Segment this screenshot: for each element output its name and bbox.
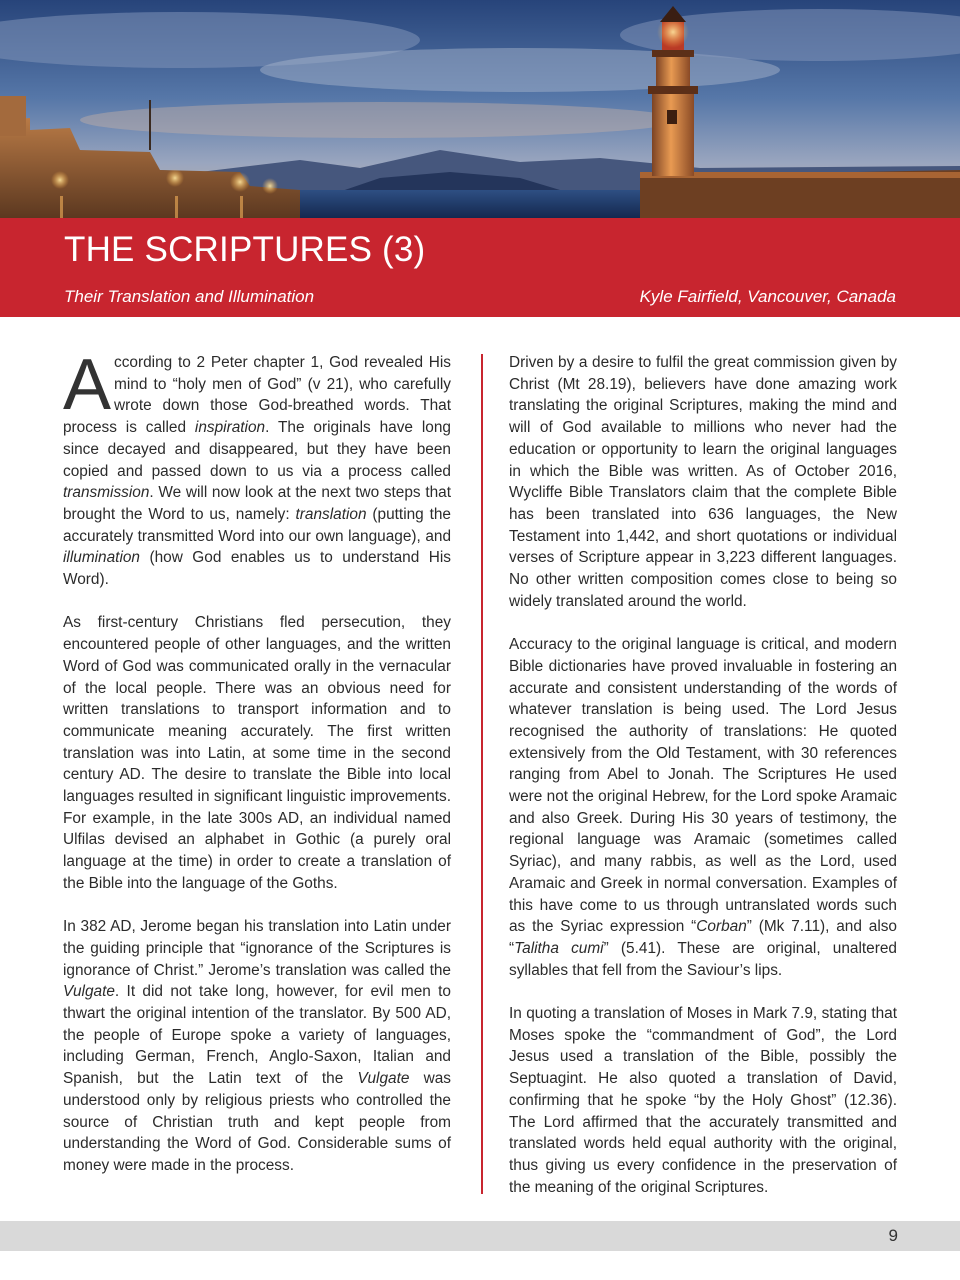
column-divider	[481, 354, 483, 1194]
right-column	[509, 352, 897, 1198]
paragraph: In quoting a translation of Moses in Mark 7.9, stating that Moses spoke the “commandment of God”, the Lord Jesus used a translation of the Bible, possibly the Septuagint. He also quoted a translation of David, confirming that he spoke “by the Holy Ghost” (12.36). The Lord affirmed that the accurately transmitted and translated words held equal authority with the original, thus giving us every confidence in the preservation of the meaning of the original Scriptures.	[509, 1005, 897, 1196]
paragraph: As first-century Christians fled persecution, they encountered people of other languages, and the written Word of God was communicated orally in the vernacular of the local people. There was an obvious need for written translations to transport information and to communicate meaning accurately. The first written translation was into Latin, at some time in the second century AD. The desire to translate the Bible into local languages resulted in significant linguistic improvements. For example, in the late 300s AD, an individual named Ulfilas devised an alphabet in Gothic (a purely oral language at the time) in order to create a translation of the Bible into the language of the Goths.	[63, 614, 451, 892]
title-band	[0, 218, 960, 317]
paragraph: Accuracy to the original language is critical, and modern Bible dictionaries have proved invaluable in fostering an accurate and consistent understanding of the words of whatever translation is being used. The Lord Jesus recognised the authority of translations: He quoted extensively from the Old Testament, with 30 references ranging from Abel to Jonah. The Scriptures He used were not the original Hebrew, for the Lord spoke Aramaic and also Greek. During His 30 years of testimony, the regional language was Aramaic (sometimes called Syriac), and many rabbis, as well as the Lord, used Aramaic and Greek in normal conversation. Examples of this have come to us through untranslated words such as the Syriac expression “Corban” (Mk 7.11), and also “Talitha cumi” (5.41). These are original, unaltered syllables that fell from the Saviour’s lips.	[509, 636, 897, 979]
paragraph: Driven by a desire to fulfil the great commission given by Christ (Mt 28.19), believers have done amazing work translating the original Scriptures, making the mind and will of God available to millions who never had the education or opportunity to learn the original languages in which the Bible was written. As of October 2016, Wycliffe Bible Translators claim that the complete Bible has been translated into 636 languages, the New Testament into 1,442, and short quotations or individual verses of Scripture appear in 3,223 different languages. No other written composition comes close to being so widely translated around the world.	[509, 354, 897, 610]
paragraph: In 382 AD, Jerome began his translation into Latin under the guiding principle that “ignorance of the Scriptures is ignorance of Christ.” Jerome’s translation was called the Vulgate. It did not take long, however, for evil men to thwart the original intention of the translator. By 500 AD, the people of Europe spoke a variety of languages, including German, French, Anglo-Saxon, Italian and Spanish, but the Latin text of the Vulgate was understood only by religious priests who controlled the source of Christian truth and kept people from understanding the Word of God. Considerable sums of money were made in the process.	[63, 918, 451, 1174]
paragraph: According to 2 Peter chapter 1, God revealed His mind to “holy men of God” (v 21), who carefully wrote down those God-breathed words. That process is called inspiration. The originals have long since decayed and disappeared, but they have been copied and passed down to us via a process called transmission. We will now look at the next two steps that brought the Word to us, namely: translation (putting the accurately transmitted Word into our own language), and illumination (how God enables us to understand His Word).	[63, 345, 451, 589]
article-title: THE SCRIPTURES (3)	[64, 230, 426, 269]
article-subtitle: Their Translation and Illumination	[64, 287, 315, 306]
lighthouse-harbour-illustration	[0, 0, 960, 218]
left-column	[63, 345, 451, 1177]
page-number: 9	[888, 1226, 898, 1245]
drop-cap: A	[63, 345, 112, 425]
page-footer	[0, 1221, 960, 1251]
article-author: Kyle Fairfield, Vancouver, Canada	[639, 287, 896, 306]
hero-photo	[0, 0, 960, 218]
